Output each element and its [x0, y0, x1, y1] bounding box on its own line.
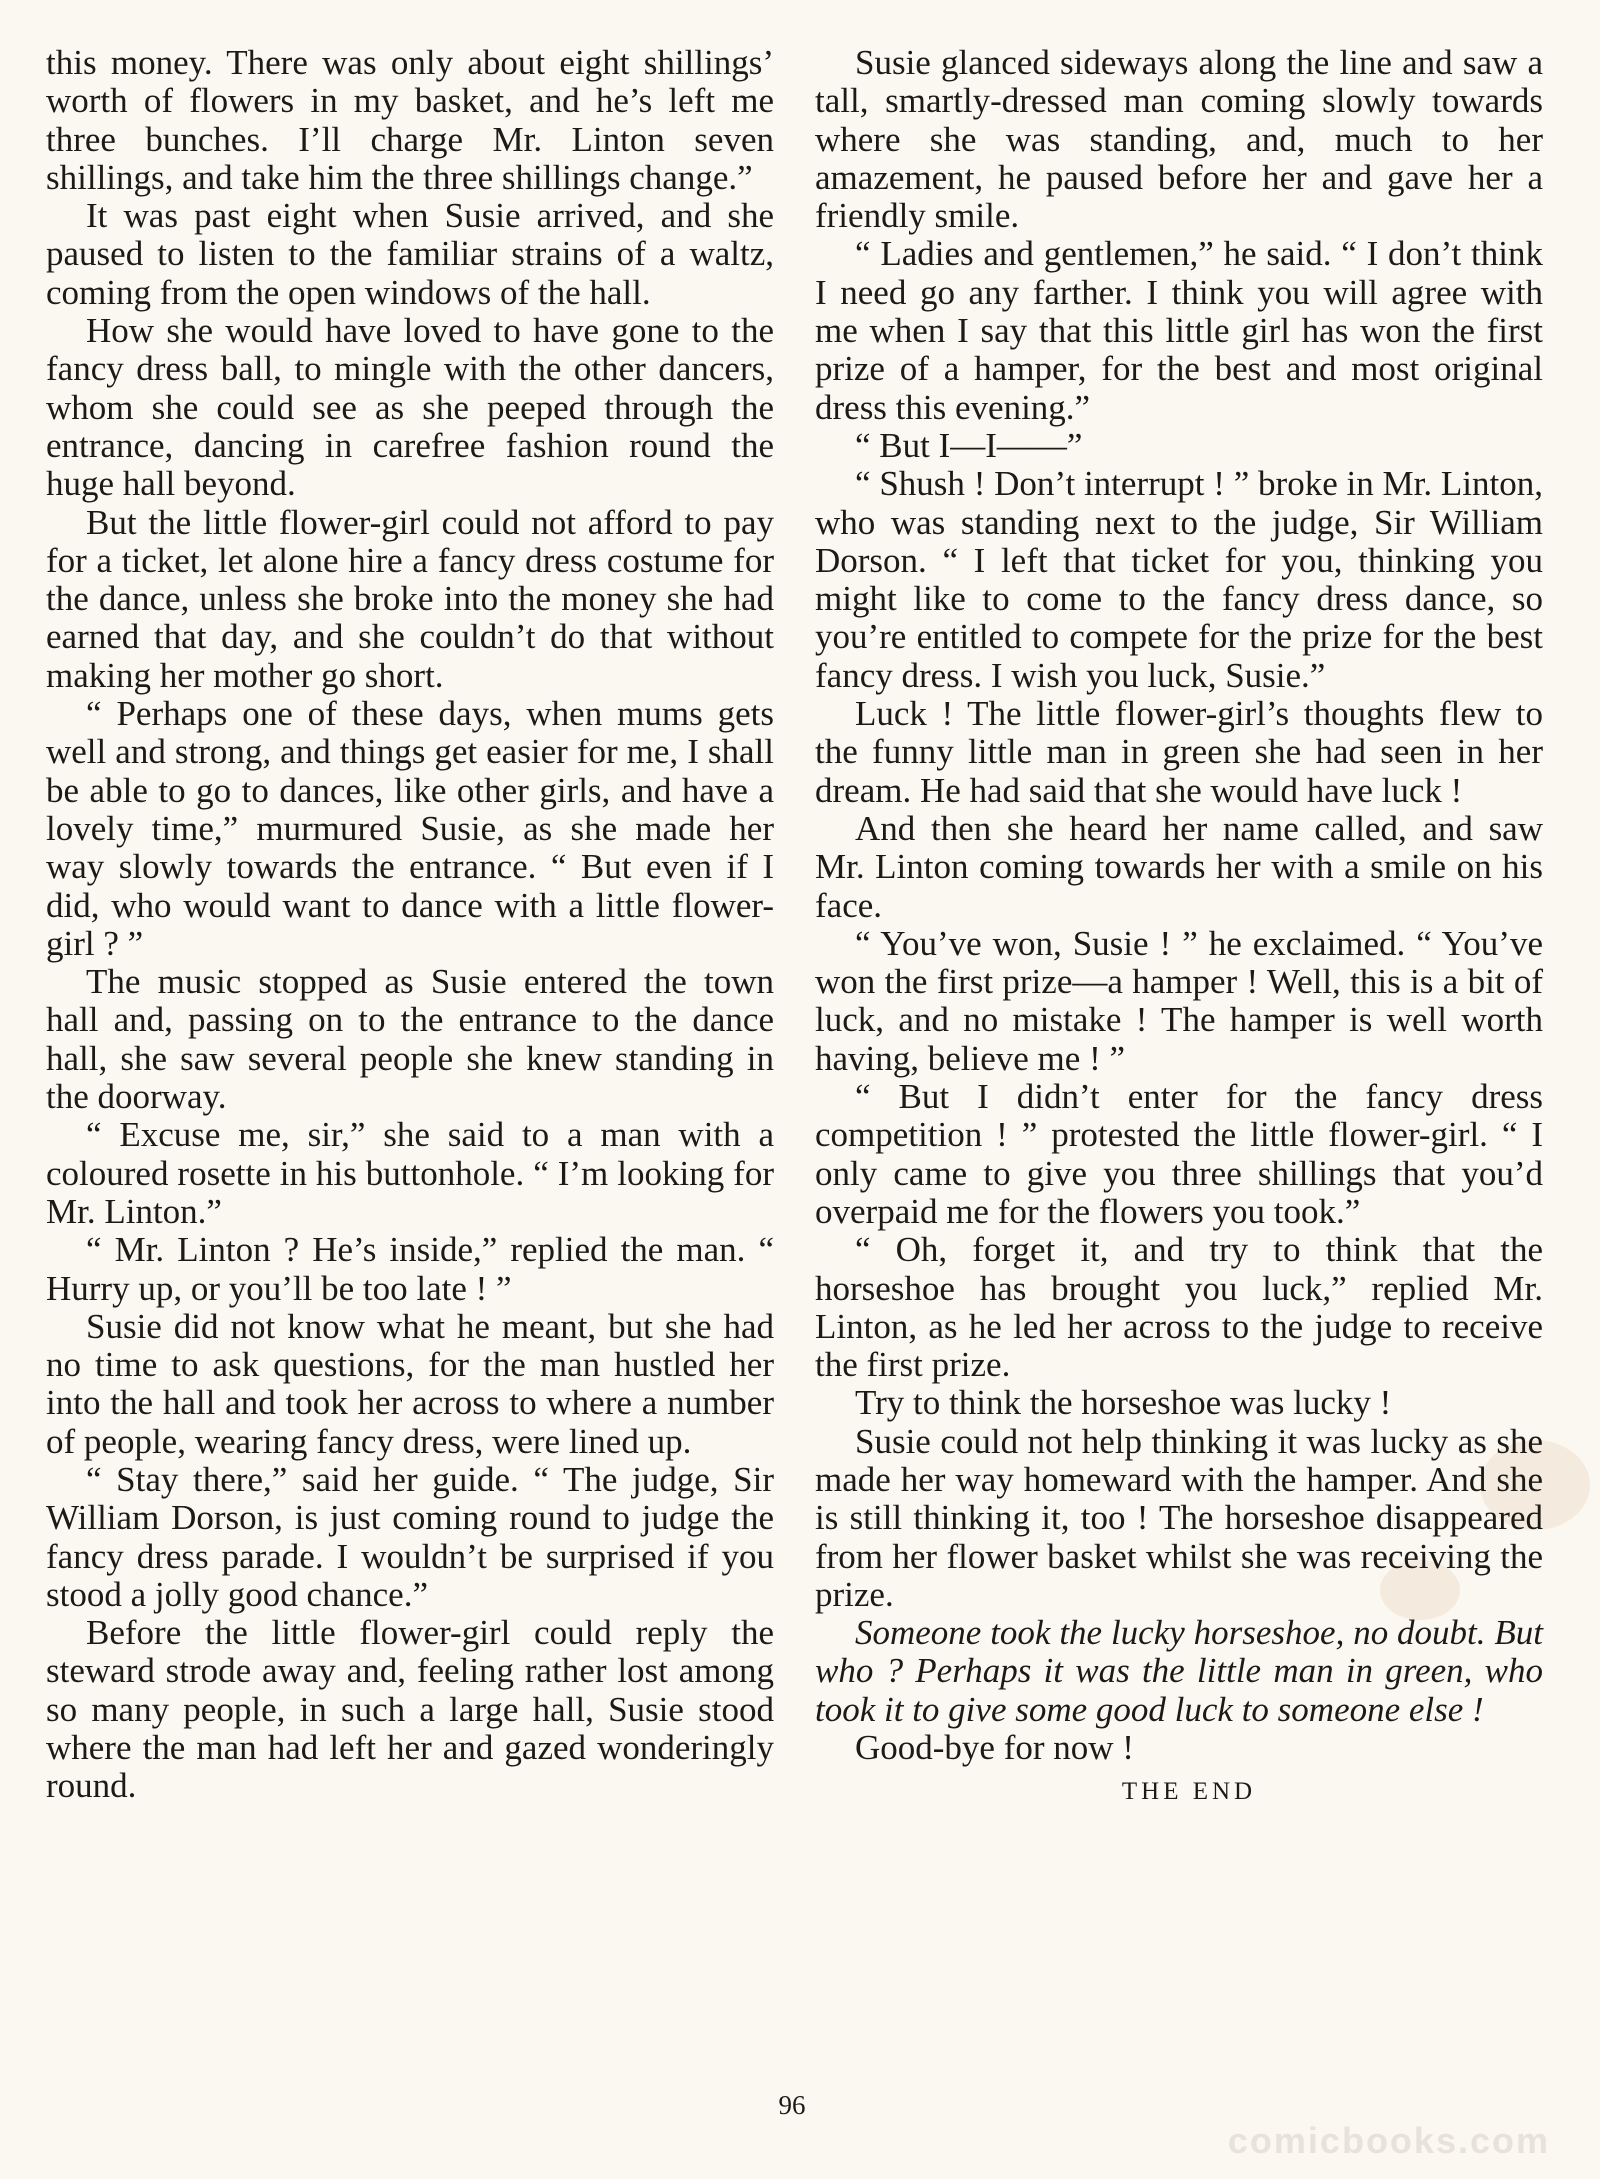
left-column [46, 44, 774, 1806]
paragraph: this money. There was only about eight shillings’ worth of flowers in my basket, and he’s left me three bunches. I’ll charge Mr. Linton seven shillings, and take him the three shillings change.” [46, 43, 774, 197]
watermark: comicbooks.com [1227, 2120, 1550, 2161]
paragraph: “ Shush ! Don’t interrupt ! ” broke in Mr. Linton, who was standing next to the judge, Sir William Dorson. “ I left that ticket for you, thinking you might like to come to the fancy dress dance, so you’re entitled to compete for the prize for the best fancy dress. I wish you luck, Susie.” [815, 464, 1543, 695]
paragraph: Good-bye for now ! [855, 1728, 1134, 1768]
paragraph: “ Perhaps one of these days, when mums gets well and strong, and things get easier for me, I shall be able to go to dances, like other girls, and have a lovely time,” murmured Susie, as she made her way slowly towards the entrance. “ But even if I did, who would want to dance with a little flower-girl ? ” [46, 694, 774, 963]
paragraph: Susie could not help thinking it was lucky as she made her way homeward with the hamper. And she is still thinking it, too ! The horseshoe disappeared from her flower basket whilst she was receiving the prize. [815, 1421, 1543, 1614]
paragraph: The music stopped as Susie entered the town hall and, passing on to the entrance to the dance hall, she saw several people she knew standing in the doorway. [46, 962, 774, 1117]
paragraph: Before the little flower-girl could reply the steward strode away and, feeling rather lost among so many people, in such a large hall, Susie stood where the man had left her and gazed wonderingly round. [46, 1613, 774, 1806]
the-end-label: THE END [1121, 1778, 1257, 1806]
paragraph: But the little flower-girl could not afford to pay for a ticket, let alone hire a fancy dress costume for the dance, unless she broke into the money she had earned that day, and she couldn’t do that without making her mother go short. [46, 502, 774, 695]
paragraph: “ But I didn’t enter for the fancy dress competition ! ” protested the little flower-girl. “ I only came to give you three shillings that you’d overpaid me for the flowers you took.” [815, 1077, 1543, 1231]
paragraph: “ Oh, forget it, and try to think that the horseshoe has brought you luck,” replied Mr. Linton, as he led her across to the judge to receive the first prize. [815, 1230, 1543, 1385]
page-number: 96 [778, 2090, 806, 2120]
paragraph: “ Excuse me, sir,” she said to a man with a coloured rosette in his buttonhole. “ I’m looking for Mr. Linton.” [46, 1115, 774, 1231]
paragraph: Try to think the horseshoe was lucky ! [855, 1383, 1392, 1423]
paragraph: “ You’ve won, Susie ! ” he exclaimed. “ You’ve won the first prize—a hamper ! Well, this is a bit of luck, and no mistake ! The hamper is well worth having, believe me ! ” [815, 923, 1543, 1078]
italic-paragraph: Someone took the lucky horseshoe, no doubt. But who ? Perhaps it was the little man in green, who took it to give some good luck to someone else ! [815, 1613, 1543, 1729]
paragraph: It was past eight when Susie arrived, and she paused to listen to the familiar strains of a waltz, coming from the open windows of the hall. [46, 196, 774, 312]
paragraph: “ Mr. Linton ? He’s inside,” replied the man. “ Hurry up, or you’ll be too late ! ” [46, 1230, 774, 1308]
paragraph: And then she heard her name called, and saw Mr. Linton coming towards her with a smile on his face. [815, 808, 1543, 925]
paragraph: “ But I—I——” [855, 425, 1083, 465]
paragraph: Luck ! The little flower-girl’s thoughts flew to the funny little man in green she had seen in her dream. He had said that she would have luck ! [815, 694, 1543, 810]
paragraph: “ Ladies and gentlemen,” he said. “ I don’t think I need go any farther. I think you will agree with me when I say that this little girl has won the first prize of a hamper, for the best and most original dress this evening.” [815, 234, 1543, 427]
paragraph: Susie did not know what he meant, but she had no time to ask questions, for the man hustled her into the hall and took her across to where a number of people, wearing fancy dress, were lined up. [46, 1306, 774, 1461]
paragraph: Susie glanced sideways along the line and saw a tall, smartly-dressed man coming slowly towards where she was standing, and, much to her amazement, he paused before her and gave her a friendly smile. [815, 43, 1543, 236]
paragraph: “ Stay there,” said her guide. “ The judge, Sir William Dorson, is just coming round to judge the fancy dress parade. I wouldn’t be surprised if you stood a jolly good chance.” [46, 1459, 774, 1614]
paragraph: How she would have loved to have gone to the fancy dress ball, to mingle with the other dancers, whom she could see as she peeped through the entrance, dancing in carefree fashion round the huge hall beyond. [46, 311, 774, 504]
right-column [815, 44, 1543, 1812]
